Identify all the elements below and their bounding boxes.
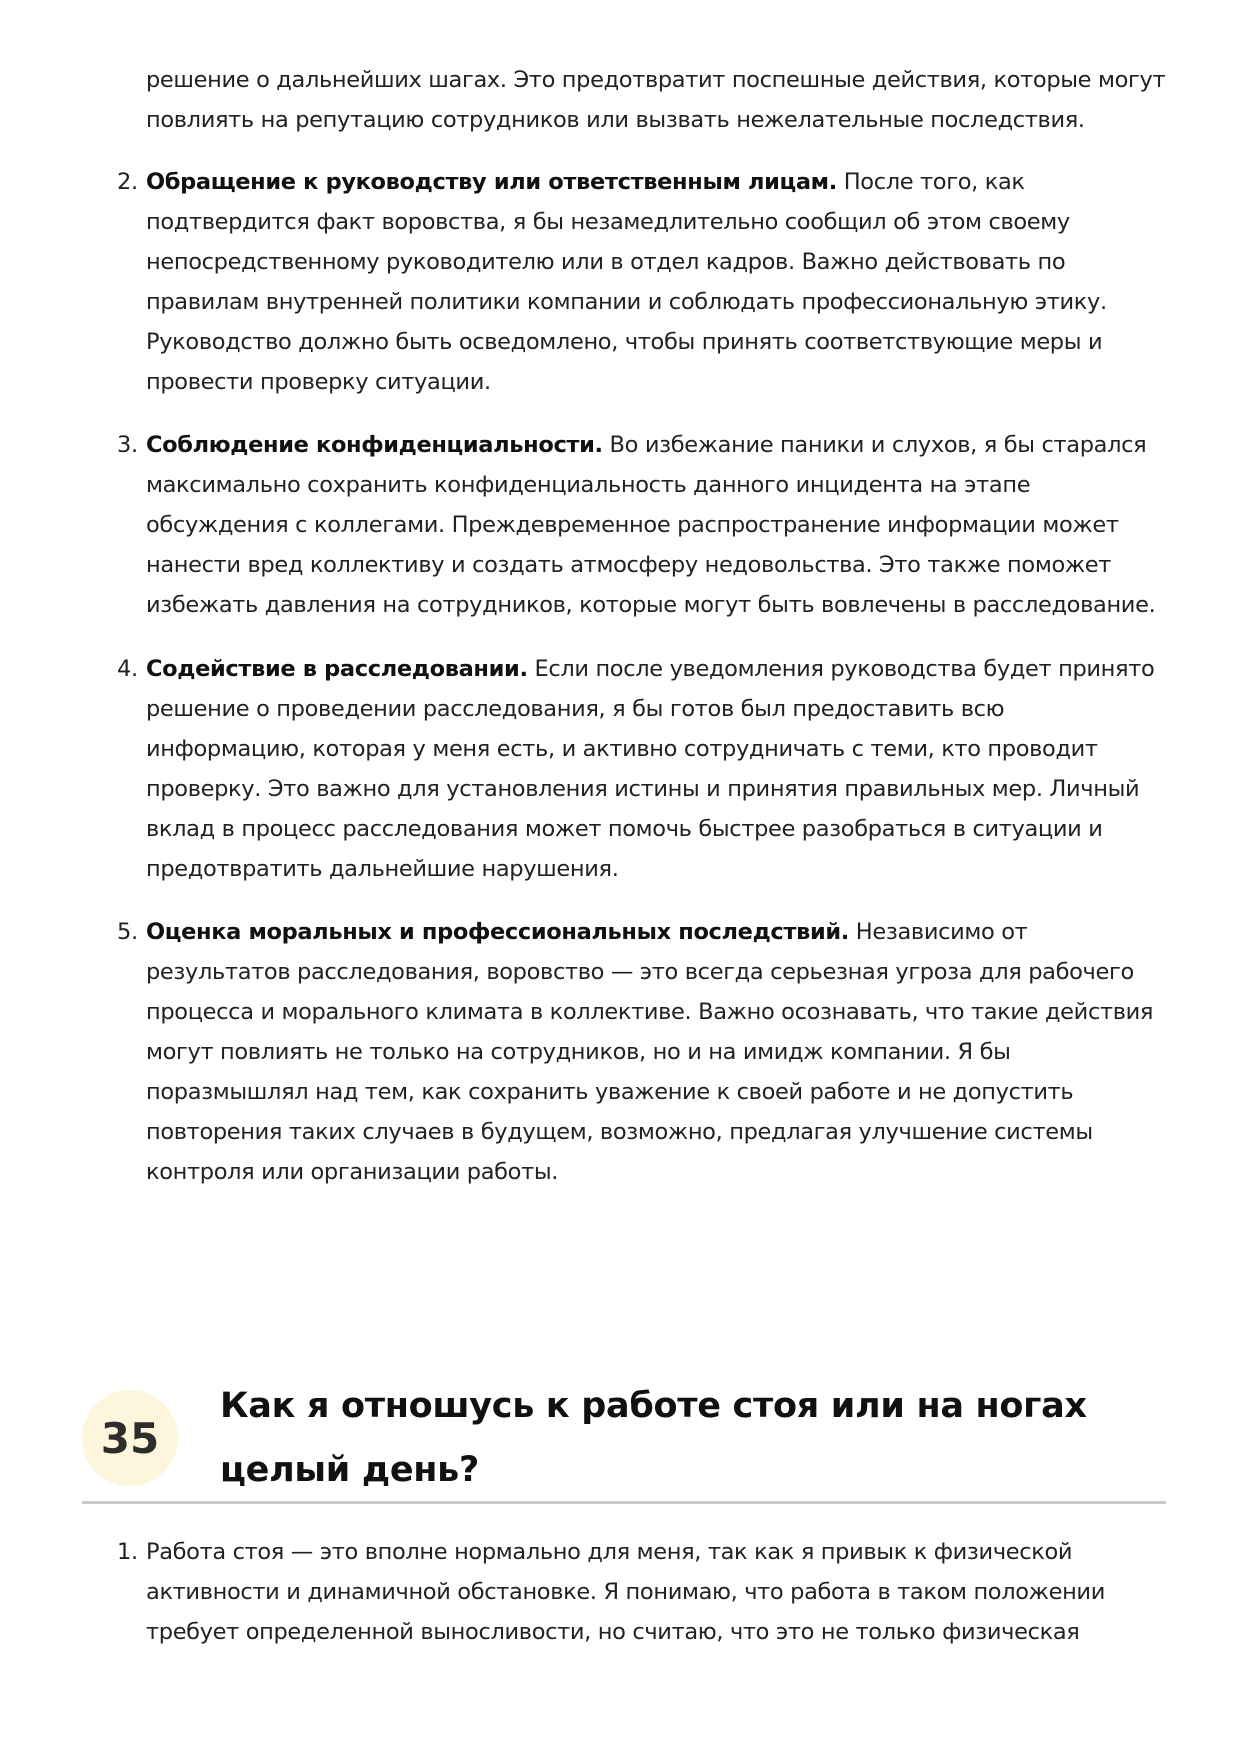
intro-line: решение о дальнейших шагах. Это предотвратит поспешные действия, которые могут xyxy=(146,67,1166,93)
list-item-2 xyxy=(117,162,1166,402)
list-number: 4. xyxy=(117,656,138,682)
section-divider xyxy=(82,1501,1166,1504)
list-number: 5. xyxy=(117,919,138,945)
intro-paragraph xyxy=(146,60,1166,140)
answer-item-1 xyxy=(117,1532,1166,1652)
list-item-heading: Оценка моральных и профессиональных последствий. xyxy=(146,919,849,945)
intro-line: повлиять на репутацию сотрудников или вызвать нежелательные последствия. xyxy=(146,107,1085,133)
list-item-heading: Содействие в расследовании. xyxy=(146,656,528,682)
question-title: Как я отношусь к работе стоя или на ногах целый день? xyxy=(220,1386,1087,1490)
list-number: 1. xyxy=(117,1539,138,1565)
answer-text: Работа стоя — это вполне нормально для меня, так как я привык к физической активности и динамичной обстановке. Я понимаю, что работа в таком положении требует определенной выносливости, но считаю, что это не только физическая xyxy=(146,1539,1105,1645)
list-item-text: После того, как подтвердится факт воровства, я бы незамедлительно сообщил об этом своему непосредственному руководителю или в отдел кадров. Важно действовать по правилам внутренней политики компании и соблюдать профессиональную этику. Руководство должно быть осведомлено, чтобы принять соответствующие меры и провести проверку ситуации. xyxy=(146,169,1107,395)
list-item-3 xyxy=(117,425,1166,625)
list-item-4 xyxy=(117,649,1166,889)
question-header xyxy=(82,1364,1166,1502)
question-number-badge: 35 xyxy=(82,1390,178,1486)
list-item-heading: Соблюдение конфиденциальности. xyxy=(146,432,603,458)
list-item-text: Независимо от результатов расследования, воровство — это всегда серьезная угроза для рабочего процесса и морального климата в коллективе. Важно осознавать, что такие действия могут повлиять не только на сотрудников, но и на имидж компании. Я бы поразмышлял над тем, как сохранить уважение к своей работе и не допустить повторения таких случаев в будущем, возможно, предлагая улучшение системы контроля или организации работы. xyxy=(146,919,1154,1185)
list-item-heading: Обращение к руководству или ответственным лицам. xyxy=(146,169,837,195)
list-number: 2. xyxy=(117,169,138,195)
list-number: 3. xyxy=(117,432,138,458)
list-item-text: Если после уведомления руководства будет принято решение о проведении расследования, я бы готов был предоставить всю информацию, которая у меня есть, и активно сотрудничать с теми, кто проводит проверку. Это важно для установления истины и принятия правильных мер. Личный вклад в процесс расследования может помочь быстрее разобраться в ситуации и предотвратить дальнейшие нарушения. xyxy=(146,656,1155,882)
list-item-text: Во избежание паники и слухов, я бы старался максимально сохранить конфиденциальность данного инцидента на этапе обсуждения с коллегами. Преждевременное распространение информации может нанести вред коллективу и создать атмосферу недовольства. Это также поможет избежать давления на сотрудников, которые могут быть вовлечены в расследование. xyxy=(146,432,1156,618)
list-item-5 xyxy=(117,912,1166,1192)
